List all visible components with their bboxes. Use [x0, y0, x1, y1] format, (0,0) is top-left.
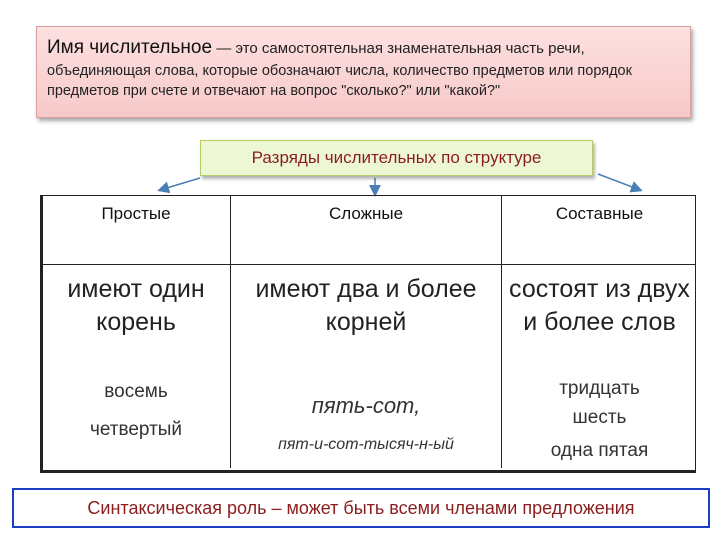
example-simple-2: четвертый	[89, 419, 183, 440]
example-compound-3: одна пятая	[550, 440, 649, 461]
example-compound-2: шесть	[572, 407, 627, 428]
column-complex	[230, 196, 501, 468]
example-simple-1: восемь	[104, 381, 168, 402]
column-compound	[501, 196, 697, 468]
column-header-simple: Простые	[101, 204, 171, 223]
arrow-to-simple	[160, 178, 200, 190]
column-description-compound: состоят из двух и более слов	[509, 275, 690, 336]
column-header-compound: Составные	[555, 204, 644, 223]
example-complex-1: пять-сот,	[311, 393, 421, 418]
category-title: Разряды числительных по структуре	[251, 148, 542, 167]
column-simple	[43, 196, 229, 468]
definition-text-continuation: объединяющая слова, которые обозначают числа, количество предметов или порядок предметов при счете и отвечают на вопрос "сколько?" или "какой?"	[47, 63, 632, 99]
column-header-complex: Сложные	[328, 204, 404, 223]
column-description-simple: имеют один корень	[67, 275, 205, 336]
syntactic-role-box	[12, 488, 710, 528]
example-complex-2: пят-и-сот-тысяч-н-ый	[278, 436, 454, 453]
column-description-complex: имеют два и более корней	[255, 275, 477, 336]
arrow-to-compound	[598, 174, 640, 190]
definition-text-start: — это самостоятельная знаменательная часть речи,	[212, 40, 585, 57]
syntactic-role-text: Синтаксическая роль – может быть всеми членами предложения	[87, 498, 635, 518]
categories-table	[40, 195, 696, 473]
definition-term: Имя числительное	[47, 37, 213, 58]
category-title-box	[200, 140, 593, 176]
example-compound-1: тридцать	[559, 378, 640, 399]
